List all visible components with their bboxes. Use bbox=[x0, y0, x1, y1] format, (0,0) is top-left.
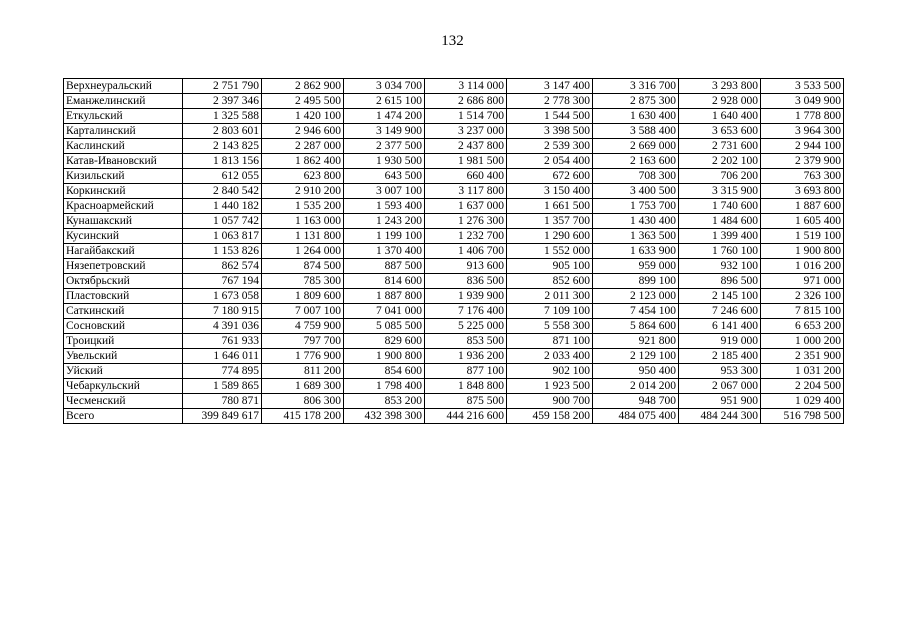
district-name-cell: Каслинский bbox=[64, 139, 183, 154]
value-cell: 1 593 400 bbox=[344, 199, 425, 214]
value-cell: 7 007 100 bbox=[262, 304, 344, 319]
value-cell: 1 325 588 bbox=[183, 109, 262, 124]
table-row bbox=[64, 184, 844, 199]
value-cell: 2 185 400 bbox=[679, 349, 761, 364]
value-cell: 1 900 800 bbox=[761, 244, 844, 259]
value-cell: 1 430 400 bbox=[593, 214, 679, 229]
table-row bbox=[64, 364, 844, 379]
value-cell: 780 871 bbox=[183, 394, 262, 409]
value-cell: 1 923 500 bbox=[507, 379, 593, 394]
total-label-cell: Всего bbox=[64, 409, 183, 424]
table-row bbox=[64, 259, 844, 274]
value-cell: 1 936 200 bbox=[425, 349, 507, 364]
district-name-cell: Нязепетровский bbox=[64, 259, 183, 274]
value-cell: 1 778 800 bbox=[761, 109, 844, 124]
value-cell: 836 500 bbox=[425, 274, 507, 289]
value-cell: 2 946 600 bbox=[262, 124, 344, 139]
value-cell: 2 054 400 bbox=[507, 154, 593, 169]
value-cell: 1 484 600 bbox=[679, 214, 761, 229]
value-cell: 1 199 100 bbox=[344, 229, 425, 244]
value-cell: 708 300 bbox=[593, 169, 679, 184]
value-cell: 1 406 700 bbox=[425, 244, 507, 259]
value-cell: 2 495 500 bbox=[262, 94, 344, 109]
district-name-cell: Карталинский bbox=[64, 124, 183, 139]
value-cell: 1 514 700 bbox=[425, 109, 507, 124]
value-cell: 3 293 800 bbox=[679, 79, 761, 94]
value-cell: 1 243 200 bbox=[344, 214, 425, 229]
value-cell: 484 244 300 bbox=[679, 409, 761, 424]
value-cell: 1 057 742 bbox=[183, 214, 262, 229]
district-name-cell: Пластовский bbox=[64, 289, 183, 304]
value-cell: 875 500 bbox=[425, 394, 507, 409]
table-row bbox=[64, 394, 844, 409]
table-row bbox=[64, 304, 844, 319]
value-cell: 399 849 617 bbox=[183, 409, 262, 424]
value-cell: 1 232 700 bbox=[425, 229, 507, 244]
value-cell: 4 391 036 bbox=[183, 319, 262, 334]
value-cell: 444 216 600 bbox=[425, 409, 507, 424]
table-body bbox=[64, 79, 844, 424]
district-name-cell: Кусинский bbox=[64, 229, 183, 244]
value-cell: 7 109 100 bbox=[507, 304, 593, 319]
table-row bbox=[64, 169, 844, 184]
table-row bbox=[64, 229, 844, 244]
value-cell: 2 875 300 bbox=[593, 94, 679, 109]
value-cell: 1 535 200 bbox=[262, 199, 344, 214]
value-cell: 1 776 900 bbox=[262, 349, 344, 364]
value-cell: 1 605 400 bbox=[761, 214, 844, 229]
value-cell: 971 000 bbox=[761, 274, 844, 289]
table-row bbox=[64, 79, 844, 94]
table-row bbox=[64, 334, 844, 349]
value-cell: 3 237 000 bbox=[425, 124, 507, 139]
value-cell: 806 300 bbox=[262, 394, 344, 409]
value-cell: 763 300 bbox=[761, 169, 844, 184]
value-cell: 643 500 bbox=[344, 169, 425, 184]
value-cell: 1 887 800 bbox=[344, 289, 425, 304]
district-name-cell: Троицкий bbox=[64, 334, 183, 349]
value-cell: 7 246 600 bbox=[679, 304, 761, 319]
value-cell: 5 085 500 bbox=[344, 319, 425, 334]
value-cell: 5 558 300 bbox=[507, 319, 593, 334]
budget-table bbox=[63, 78, 844, 424]
value-cell: 814 600 bbox=[344, 274, 425, 289]
value-cell: 1 519 100 bbox=[761, 229, 844, 244]
value-cell: 1 640 400 bbox=[679, 109, 761, 124]
value-cell: 2 129 100 bbox=[593, 349, 679, 364]
value-cell: 3 533 500 bbox=[761, 79, 844, 94]
value-cell: 3 653 600 bbox=[679, 124, 761, 139]
value-cell: 1 637 000 bbox=[425, 199, 507, 214]
value-cell: 1 981 500 bbox=[425, 154, 507, 169]
value-cell: 2 123 000 bbox=[593, 289, 679, 304]
value-cell: 1 131 800 bbox=[262, 229, 344, 244]
value-cell: 2 204 500 bbox=[761, 379, 844, 394]
value-cell: 919 000 bbox=[679, 334, 761, 349]
value-cell: 2 669 000 bbox=[593, 139, 679, 154]
value-cell: 1 760 100 bbox=[679, 244, 761, 259]
value-cell: 1 939 900 bbox=[425, 289, 507, 304]
value-cell: 4 759 900 bbox=[262, 319, 344, 334]
value-cell: 6 141 400 bbox=[679, 319, 761, 334]
value-cell: 612 055 bbox=[183, 169, 262, 184]
value-cell: 2 014 200 bbox=[593, 379, 679, 394]
value-cell: 1 544 500 bbox=[507, 109, 593, 124]
table-total-row bbox=[64, 409, 844, 424]
value-cell: 3 007 100 bbox=[344, 184, 425, 199]
value-cell: 1 163 000 bbox=[262, 214, 344, 229]
value-cell: 1 633 900 bbox=[593, 244, 679, 259]
value-cell: 811 200 bbox=[262, 364, 344, 379]
value-cell: 2 751 790 bbox=[183, 79, 262, 94]
value-cell: 432 398 300 bbox=[344, 409, 425, 424]
value-cell: 3 117 800 bbox=[425, 184, 507, 199]
table-row bbox=[64, 289, 844, 304]
value-cell: 887 500 bbox=[344, 259, 425, 274]
value-cell: 1 264 000 bbox=[262, 244, 344, 259]
value-cell: 3 150 400 bbox=[507, 184, 593, 199]
value-cell: 1 276 300 bbox=[425, 214, 507, 229]
value-cell: 871 100 bbox=[507, 334, 593, 349]
district-name-cell: Кунашакский bbox=[64, 214, 183, 229]
value-cell: 2 840 542 bbox=[183, 184, 262, 199]
value-cell: 5 864 600 bbox=[593, 319, 679, 334]
value-cell: 905 100 bbox=[507, 259, 593, 274]
table-row bbox=[64, 349, 844, 364]
value-cell: 484 075 400 bbox=[593, 409, 679, 424]
district-name-cell: Нагайбакский bbox=[64, 244, 183, 259]
value-cell: 1 930 500 bbox=[344, 154, 425, 169]
value-cell: 1 798 400 bbox=[344, 379, 425, 394]
value-cell: 950 400 bbox=[593, 364, 679, 379]
value-cell: 2 379 900 bbox=[761, 154, 844, 169]
value-cell: 1 848 800 bbox=[425, 379, 507, 394]
value-cell: 862 574 bbox=[183, 259, 262, 274]
value-cell: 1 031 200 bbox=[761, 364, 844, 379]
value-cell: 899 100 bbox=[593, 274, 679, 289]
value-cell: 1 063 817 bbox=[183, 229, 262, 244]
value-cell: 797 700 bbox=[262, 334, 344, 349]
value-cell: 7 176 400 bbox=[425, 304, 507, 319]
value-cell: 3 400 500 bbox=[593, 184, 679, 199]
value-cell: 1 357 700 bbox=[507, 214, 593, 229]
value-cell: 2 202 100 bbox=[679, 154, 761, 169]
district-name-cell: Катав-Ивановский bbox=[64, 154, 183, 169]
value-cell: 3 315 900 bbox=[679, 184, 761, 199]
value-cell: 3 149 900 bbox=[344, 124, 425, 139]
value-cell: 1 370 400 bbox=[344, 244, 425, 259]
value-cell: 913 600 bbox=[425, 259, 507, 274]
value-cell: 951 900 bbox=[679, 394, 761, 409]
value-cell: 3 398 500 bbox=[507, 124, 593, 139]
value-cell: 1 689 300 bbox=[262, 379, 344, 394]
value-cell: 953 300 bbox=[679, 364, 761, 379]
value-cell: 900 700 bbox=[507, 394, 593, 409]
value-cell: 1 399 400 bbox=[679, 229, 761, 244]
value-cell: 767 194 bbox=[183, 274, 262, 289]
value-cell: 7 180 915 bbox=[183, 304, 262, 319]
district-name-cell: Чесменский bbox=[64, 394, 183, 409]
value-cell: 896 500 bbox=[679, 274, 761, 289]
value-cell: 2 944 100 bbox=[761, 139, 844, 154]
value-cell: 1 589 865 bbox=[183, 379, 262, 394]
value-cell: 2 011 300 bbox=[507, 289, 593, 304]
value-cell: 1 363 500 bbox=[593, 229, 679, 244]
district-name-cell: Увельский bbox=[64, 349, 183, 364]
table-row bbox=[64, 109, 844, 124]
value-cell: 415 178 200 bbox=[262, 409, 344, 424]
value-cell: 3 588 400 bbox=[593, 124, 679, 139]
value-cell: 2 686 800 bbox=[425, 94, 507, 109]
table-row bbox=[64, 94, 844, 109]
value-cell: 1 673 058 bbox=[183, 289, 262, 304]
value-cell: 5 225 000 bbox=[425, 319, 507, 334]
value-cell: 3 316 700 bbox=[593, 79, 679, 94]
value-cell: 6 653 200 bbox=[761, 319, 844, 334]
value-cell: 2 377 500 bbox=[344, 139, 425, 154]
value-cell: 3 147 400 bbox=[507, 79, 593, 94]
value-cell: 874 500 bbox=[262, 259, 344, 274]
value-cell: 2 163 600 bbox=[593, 154, 679, 169]
value-cell: 853 500 bbox=[425, 334, 507, 349]
table-row bbox=[64, 214, 844, 229]
district-name-cell: Кизильский bbox=[64, 169, 183, 184]
district-name-cell: Чебаркульский bbox=[64, 379, 183, 394]
district-name-cell: Коркинский bbox=[64, 184, 183, 199]
table-row bbox=[64, 139, 844, 154]
value-cell: 1 630 400 bbox=[593, 109, 679, 124]
value-cell: 1 000 200 bbox=[761, 334, 844, 349]
value-cell: 1 153 826 bbox=[183, 244, 262, 259]
table-row bbox=[64, 319, 844, 334]
value-cell: 1 420 100 bbox=[262, 109, 344, 124]
value-cell: 3 114 000 bbox=[425, 79, 507, 94]
value-cell: 948 700 bbox=[593, 394, 679, 409]
value-cell: 829 600 bbox=[344, 334, 425, 349]
value-cell: 2 778 300 bbox=[507, 94, 593, 109]
value-cell: 761 933 bbox=[183, 334, 262, 349]
value-cell: 1 740 600 bbox=[679, 199, 761, 214]
value-cell: 7 815 100 bbox=[761, 304, 844, 319]
value-cell: 2 287 000 bbox=[262, 139, 344, 154]
value-cell: 1 440 182 bbox=[183, 199, 262, 214]
value-cell: 706 200 bbox=[679, 169, 761, 184]
value-cell: 7 454 100 bbox=[593, 304, 679, 319]
value-cell: 516 798 500 bbox=[761, 409, 844, 424]
value-cell: 2 539 300 bbox=[507, 139, 593, 154]
value-cell: 2 928 000 bbox=[679, 94, 761, 109]
value-cell: 2 351 900 bbox=[761, 349, 844, 364]
value-cell: 2 910 200 bbox=[262, 184, 344, 199]
value-cell: 1 813 156 bbox=[183, 154, 262, 169]
value-cell: 1 029 400 bbox=[761, 394, 844, 409]
table-row bbox=[64, 379, 844, 394]
value-cell: 2 067 000 bbox=[679, 379, 761, 394]
value-cell: 1 646 011 bbox=[183, 349, 262, 364]
value-cell: 1 474 200 bbox=[344, 109, 425, 124]
table-row bbox=[64, 199, 844, 214]
value-cell: 3 693 800 bbox=[761, 184, 844, 199]
value-cell: 932 100 bbox=[679, 259, 761, 274]
value-cell: 2 397 346 bbox=[183, 94, 262, 109]
district-name-cell: Красноармейский bbox=[64, 199, 183, 214]
value-cell: 902 100 bbox=[507, 364, 593, 379]
page-number: 132 bbox=[441, 33, 464, 49]
value-cell: 7 041 000 bbox=[344, 304, 425, 319]
value-cell: 2 326 100 bbox=[761, 289, 844, 304]
value-cell: 1 900 800 bbox=[344, 349, 425, 364]
value-cell: 1 661 500 bbox=[507, 199, 593, 214]
value-cell: 2 615 100 bbox=[344, 94, 425, 109]
value-cell: 853 200 bbox=[344, 394, 425, 409]
value-cell: 785 300 bbox=[262, 274, 344, 289]
value-cell: 2 803 601 bbox=[183, 124, 262, 139]
district-name-cell: Верхнеуральский bbox=[64, 79, 183, 94]
district-name-cell: Сосновский bbox=[64, 319, 183, 334]
value-cell: 1 887 600 bbox=[761, 199, 844, 214]
district-name-cell: Октябрьский bbox=[64, 274, 183, 289]
value-cell: 672 600 bbox=[507, 169, 593, 184]
table-row bbox=[64, 124, 844, 139]
value-cell: 2 437 800 bbox=[425, 139, 507, 154]
value-cell: 623 800 bbox=[262, 169, 344, 184]
value-cell: 3 964 300 bbox=[761, 124, 844, 139]
table-row bbox=[64, 154, 844, 169]
value-cell: 3 034 700 bbox=[344, 79, 425, 94]
value-cell: 1 016 200 bbox=[761, 259, 844, 274]
value-cell: 854 600 bbox=[344, 364, 425, 379]
district-name-cell: Саткинский bbox=[64, 304, 183, 319]
value-cell: 1 753 700 bbox=[593, 199, 679, 214]
value-cell: 1 290 600 bbox=[507, 229, 593, 244]
value-cell: 459 158 200 bbox=[507, 409, 593, 424]
value-cell: 877 100 bbox=[425, 364, 507, 379]
district-name-cell: Еткульский bbox=[64, 109, 183, 124]
district-name-cell: Еманжелинский bbox=[64, 94, 183, 109]
value-cell: 660 400 bbox=[425, 169, 507, 184]
table-row bbox=[64, 274, 844, 289]
value-cell: 1 552 000 bbox=[507, 244, 593, 259]
table-row bbox=[64, 244, 844, 259]
value-cell: 1 862 400 bbox=[262, 154, 344, 169]
value-cell: 2 033 400 bbox=[507, 349, 593, 364]
value-cell: 2 862 900 bbox=[262, 79, 344, 94]
value-cell: 1 809 600 bbox=[262, 289, 344, 304]
value-cell: 2 145 100 bbox=[679, 289, 761, 304]
value-cell: 852 600 bbox=[507, 274, 593, 289]
value-cell: 2 143 825 bbox=[183, 139, 262, 154]
value-cell: 2 731 600 bbox=[679, 139, 761, 154]
value-cell: 959 000 bbox=[593, 259, 679, 274]
value-cell: 3 049 900 bbox=[761, 94, 844, 109]
value-cell: 921 800 bbox=[593, 334, 679, 349]
district-name-cell: Уйский bbox=[64, 364, 183, 379]
value-cell: 774 895 bbox=[183, 364, 262, 379]
